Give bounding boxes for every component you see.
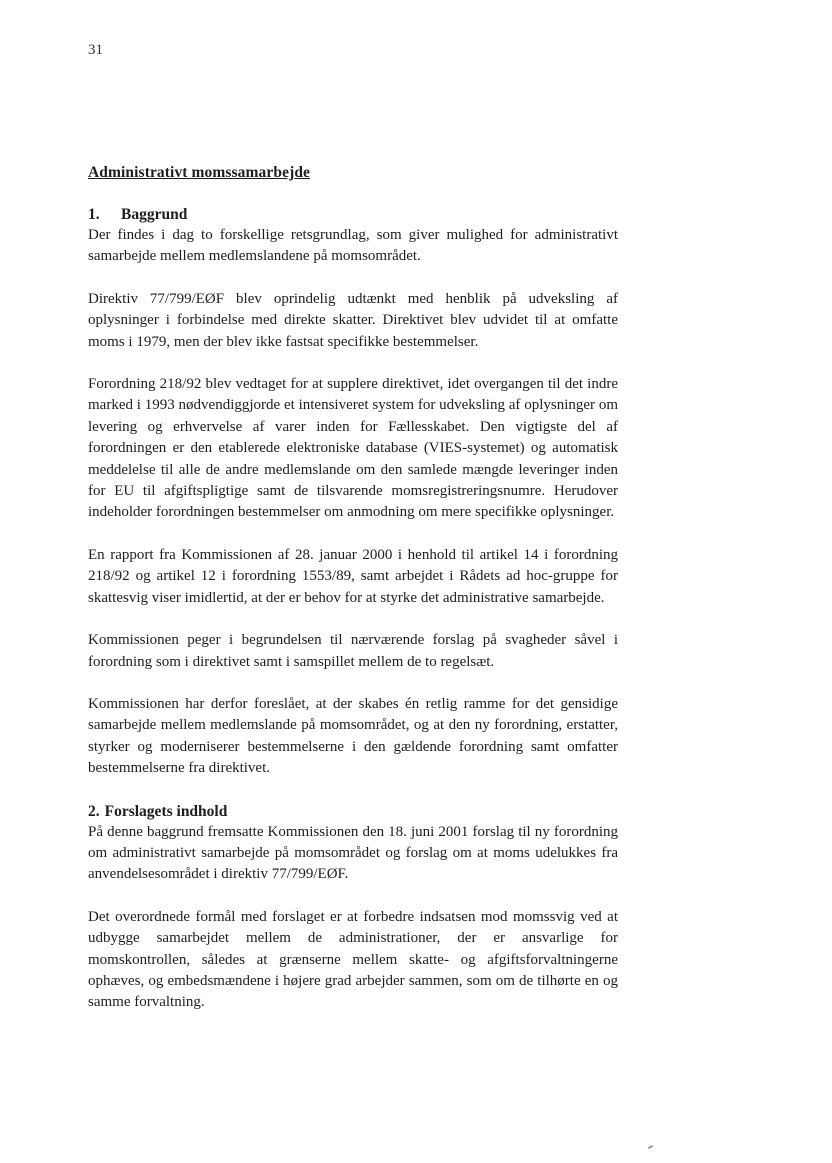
paragraph: Forordning 218/92 blev vedtaget for at supplere direktivet, idet overgangen til det indre marked i 1993 nødvendiggjorde et intensiveret system for udveksling af oplysninger om levering og erhvervelse af varer inden for Fællesskabet. Den vigtigste del af forordningen er den etablerede elektroniske database (VIES-systemet) og automatisk meddelelse til alle de andre medlemslande om den samlede mængde leveringer inden for EU til afgiftspligtige samt de tilsvarende momsregistreringsnumre. Herudover indeholder forordningen bestemmelser om anmodning om mere specifikke oplysninger. — [88, 376, 618, 521]
paragraph: Kommissionen peger i begrundelsen til nærværende forslag på svagheder såvel i forordning som i direktivet samt i samspillet mellem de to regelsæt. — [88, 632, 618, 670]
section-heading-text: Baggrund — [121, 206, 188, 223]
scan-speck — [648, 1145, 653, 1149]
paragraph: Det overordnede formål med forslaget er at forbedre indsatsen mod momssvig ved at udbygge samarbejdet mellem de administrationer, der er ansvarlige for momskontrollen, således at grænserne mellem skatte- og afgiftsforvaltningerne ophæves, og embedsmændene i højere grad arbejder sammen, som om de tilhørte en og samme forvaltning. — [88, 908, 618, 1011]
paragraph: Kommissionen har derfor foreslået, at der skabes én retlig ramme for det gensidige samarbejde mellem medlemslande på momsområdet, og at den ny forordning, erstatter, styrker og moderniserer bestemmelserne i den gældende forordning samt omfatter bestemmelserne fra direktivet. — [88, 695, 618, 777]
document-title: Administrativt momssamarbejde — [88, 164, 311, 181]
paragraph: På denne baggrund fremsatte Kommissionen den 18. juni 2001 forslag til ny forordning om administrativt samarbejde på momsområdet og forslag om at moms udelukkes fra anvendelsesområdet i direktiv 77/799/EØF. — [88, 823, 618, 883]
section-heading-text: Forslagets indhold — [104, 802, 228, 820]
section-heading — [88, 204, 618, 225]
paragraph: Direktiv 77/799/EØF blev oprindelig udtænkt med henblik på udveksling af oplysninger i forbindelse med direkte skatter. Direktivet blev udvidet til at omfatte moms i 1979, men der blev ikke fastsat specifikke bestemmelser. — [88, 290, 618, 350]
document-body — [88, 164, 618, 1035]
paragraph: Der findes i dag to forskellige retsgrundlag, som giver mulighed for administrativt samarbejde mellem medlemslandene på momsområdet. — [88, 227, 618, 265]
section-background — [88, 204, 618, 780]
section-number: 1. — [88, 206, 100, 223]
page-number: 31 — [88, 42, 103, 58]
section-proposal-content — [88, 801, 618, 1014]
section-heading — [88, 801, 618, 822]
section-number: 2. — [88, 802, 100, 820]
paragraph: En rapport fra Kommissionen af 28. januar 2000 i henhold til artikel 14 i forordning 218/92 og artikel 12 i forordning 1553/89, samt arbejdet i Rådets ad hoc-gruppe for skattesvig viser imidlertid, at der er behov for at styrke det administrative samarbejde. — [88, 546, 618, 606]
